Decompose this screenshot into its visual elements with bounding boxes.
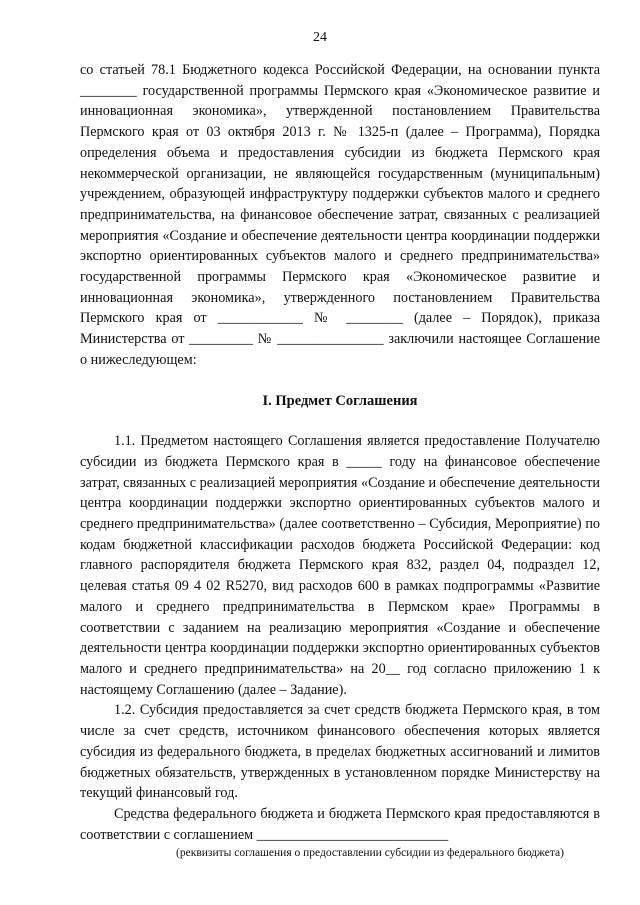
paragraph-1-1: 1.1. Предметом настоящего Соглашения является предоставление Получателю субсидии из бюджета Пермского края в _____ году на финансовое обеспечение затрат, связанных с реализацией мероприятия «Создание и обеспечение деятельности центра координации поддержки экспортно ориентированных субъектов малого и среднего предпринимательства» (далее соответственно – Субсидия, Мероприятие) по кодам бюджетной классификации расходов бюджета Российской Федерации: код главного распорядителя бюджета Пермского края 832, раздел 04, подраздел 12, целевая статья 09 4 02 R5270, вид расходов 600 в рамках подпрограммы «Развитие малого и среднего предпринимательства в Пермском крае» Программы в соответствии с заданием на реализацию мероприятия «Создание и обеспечение деятельности центра координации поддержки экспортно ориентированных субъектов малого и среднего предпринимательства» на 20__ год согласно приложению 1 к настоящему Соглашению (далее – Задание). bbox=[80, 433, 600, 698]
section-heading: I. Предмет Соглашения bbox=[262, 392, 418, 409]
page-number: 24 bbox=[313, 30, 327, 45]
paragraph-1-2: 1.2. Субсидия предоставляется за счет средств бюджета Пермского края, в том числе за счет средств, источником финансового обеспечения которых является субсидия из федерального бюджета, в пределах бюджетных ассигнований и лимитов бюджетных обязательств, утвержденных в установленном порядке Министерству на текущий финансовый год. bbox=[80, 702, 600, 802]
paragraph-federal-funds: Средства федерального бюджета и бюджета Пермского края предоставляются в соответствии с соглашением ___________________________ bbox=[80, 805, 600, 843]
document-body bbox=[80, 60, 600, 860]
field-caption: (реквизиты соглашения о предоставлении субсидии из федерального бюджета) bbox=[176, 847, 564, 860]
intro-paragraph: со статьей 78.1 Бюджетного кодекса Российской Федерации, на основании пункта ________ государственной программы Пермского края «Экономическое развитие и инновационная экономика», утвержденной постановлением Правительства Пермского края от 03 октября 2013 г. № 1325-п (далее – Программа), Порядка определения объема и предоставления субсидии из бюджета Пермского края некоммерческой организации, не являющейся государственным (муниципальным) учреждением, образующей инфраструктуру поддержки субъектов малого и среднего предпринимательства, на финансовое обеспечение затрат, связанных с реализацией мероприятия «Создание и обеспечение деятельности центра координации поддержки экспортно ориентированных субъектов малого и среднего предпринимательства» государственной программы Пермского края «Экономическое развитие и инновационная экономика», утвержденного постановлением Правительства Пермского края от ____________ № ________ (далее – Порядок), приказа Министерства от _________ № _______________ заключили настоящее Соглашение о нижеследующем: bbox=[80, 62, 600, 368]
